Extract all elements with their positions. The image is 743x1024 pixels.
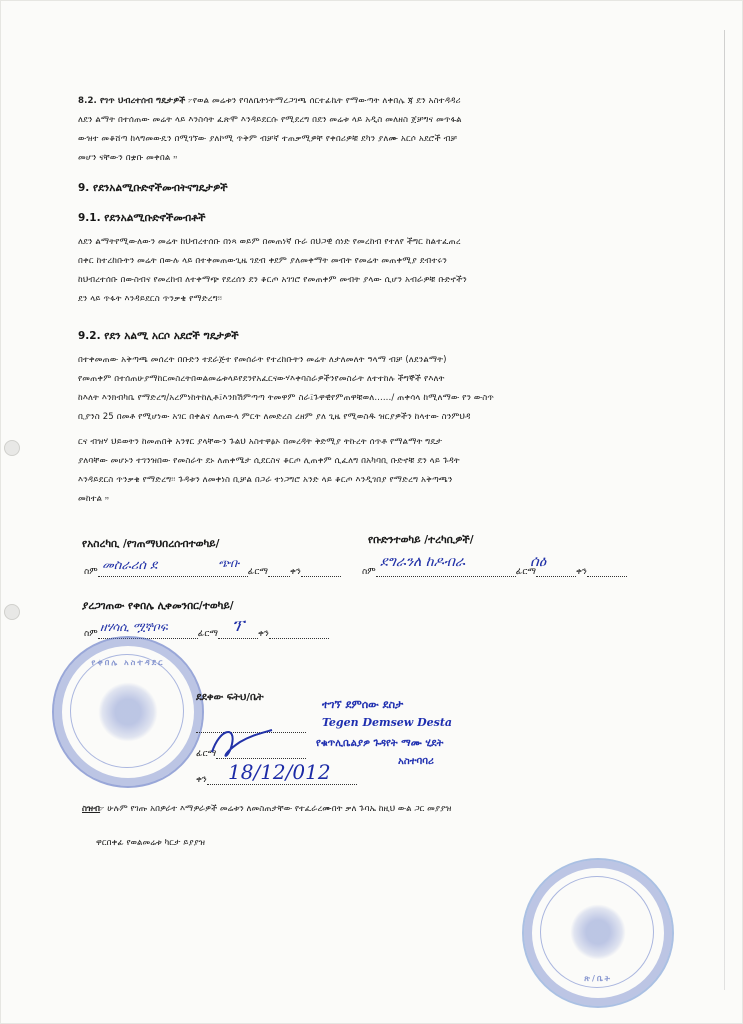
section-9-1-line-4: ደን ላይ ጥፋት እንዳይደርስ ጥንቃቄ የማድረግ፡፡ [78,294,223,304]
section-9-2-line-5: ርና ብዝሃ ህይወትን ከመጠበቅ አንፃር ያላቸውን ጉልህ አስተዋፅኦ በመረዳት ቅድሚያ ትኩረት ሰጥቶ የማልማት ግዴታ [78,437,443,447]
left-handwritten-name: መስራሪሰ ደ [102,558,158,573]
section-9-2-line-3: ከእለት እንክብካቤ የማድረግ/አረምነከትከሊቶ፤እንክሽምጣጣ ትመዋም ስራ፤ጉዋዊየምጠዋቹወለ....../ ጠቀሳላ ከሚለማው የን ውስጥ [78,393,495,403]
approver-handwritten-signature: ፕ [232,616,244,636]
official-stamp-right [522,858,674,1008]
section-9-1 [78,212,658,309]
section-9-2-heading: 9.2. የደን አልሚ አርሶ አደሮች ግዴታዎች [78,330,239,342]
sign-prefix: ፊርማ [196,749,217,759]
kebele-chair-label: ያረጋገጠው የቀበሌ ሊቀመንበር/ተወካይ/ [82,600,234,612]
official-handwritten-signature [206,722,280,762]
sign-prefix: ፊርማ [197,629,219,639]
stamp-emblem [98,682,158,742]
official-stamp-left [52,636,204,788]
sign-prefix: ፊርማ [247,567,269,577]
name-prefix: ስም [84,629,98,639]
section-9-1-heading: 9.1. የደንአልሚቡድኖችመብቶች [78,212,206,224]
section-9-2-line-8: መከተል ። [78,494,110,504]
handwritten-date: 18/12/012 [228,760,331,784]
punch-hole [4,604,20,620]
stamp-emblem [570,904,626,960]
section-9-2-line-4: ቢያንስ 25 በመቶ የሚሆነው አገር በቀልና ለጠውላ ምርት ለመድረስ ረዘም ያለ ጊዜ የሚወስዱ ዝርያዎችን ከላተው ስንምህዳ [78,412,471,422]
name-prefix: ስም [84,567,98,577]
section-8-2-line-4: መሆን ናቸውን በቋቡ መቀበል ። [78,153,178,163]
section-8-2-heading: 8.2. የገጥ ህብረተሰብ ግዴታዎች [78,96,186,106]
section-9-1-line-2: በቀር ከተረከቡትን መሬት በውሉ ላይ በተቀመጠውጊዜ ገደብ ቀደም ያለመቀማት መብት የመሬት መጠቀሚያ ደብተሩን [78,256,447,266]
official-name-amharic: ተገኘ ደምሰው ደስታ [322,698,404,711]
group-representative-label: የቡድንተወካይ /ተረካቢዎች/ [368,534,474,546]
stamp-ring-text: ጽ/ቤት [584,974,612,983]
section-8-2 [78,92,658,168]
date-prefix: ቀን [576,567,587,577]
left-handwritten-signature: ጭቡ [218,556,240,570]
date-prefix: ቀን [258,629,269,639]
section-9-2-line-1: በተቀመጠው አቅጣጫ መሰረት በቡድን ተደራጅተ የመሰራት የተረከቡትን መሬት ለታለመለት ዓላማ ብቻ (ለደንልማት) [78,355,447,365]
official-name-latin: Tegen Demsew Desta [322,716,453,729]
section-9-heading: 9. የደንአልሚቡድኖችመብትናግዴታዎች [78,182,228,194]
section-8-2-line-1: ፦የወል መሬቱን የባለቤትነትማረጋገጫ ሰርተፊኬት የማውጣት ለቀበሌ ጃ ደን አስተዳዳሪ [188,96,461,106]
date-prefix: ቀን [290,567,301,577]
section-9 [78,182,658,195]
page-edge-shadow [724,30,725,990]
court-office-label: ደደቀው ፍትህ/ቤት [196,692,264,703]
section-9-2-line-2: የመጠቀም በተሰጠሁያማከርመስረትበወልመሬቱላይየደንየአፈርናውሃእቀባስራዎችንየመስራት ለተተከሉ ችግኞች የእለት [78,374,445,384]
note-text: ፦ ሁሉም የገጡ አበዎራተ እማዎራዎች መሬቱን ለመስጠታቸው የተፈራረሙበት ቃለ ጉባኤ ከዚህ ውል ጋር መያያዝ [100,804,452,814]
handover-representative-label: የአስረካቢ /የገጠማህበረሰብተወካይ/ [82,538,220,550]
section-9-2 [78,330,658,509]
section-9-1-line-1: ለደን ልማትየሚውለውን መሬት ከህብረተሰቡ በነጻ ወይም በመጠነኛ ቡራ በህጋዊ ሰነድ የመረከብ የተለየ ችግር ከልተፈጠረ [78,237,461,247]
section-9-2-line-7: እንዳይደርስ ጥንቃቄ የማድረግ፡፡ ጉዳቱን ለመቀነስ ቢቻል በጋራ ተነጋግሮ አንድ ላይ ቆርጦ እንዲገበያ የማድረግ አቅጣጫን [78,475,453,485]
note-line [82,804,451,814]
stamp-ring-text: የቀበሌ አስተዳደር [91,658,165,667]
right-handwritten-signature: ሰዕ [530,552,547,570]
sign-prefix: ፊርማ [515,567,537,577]
right-handwritten-name: ደግራንለ ከዶብራ [380,554,465,570]
section-9-1-line-3: ከህብረተሰቡ በውስብና የመረከብ ለተቀማጭ የደረሰን ደን ቆርጦ አገገሮ የመጠቀም መብት ያላው ሲሆን አብራዎቹ ቡድኖችን [78,275,467,285]
official-title-line: የቁጥሊቤልያዎ ጉዳየት ማሙ ሂደት [316,738,444,749]
section-9-2-line-6: ያለባቸው መሆኑን ተገንዝበው የመስራት ደኑ ለጠቀሜታ ሲደርስና ቆርጦ ሊጠቀም ሲፈለግ በአካባቢ ቡድኖቹ ደን ላይ ጉዳት [78,456,460,466]
date-prefix: ቀን [196,775,207,785]
note-label: ስዝብ [82,804,101,814]
official-title-line2: አስተባባሪ [398,756,434,767]
section-8-2-line-3: ውዝተ መቆሸጣ ከላግመውዴን በሚገኘው ያለኮሚ ጥቅም ብቻኛ ተጠቃሚዎቸ የቀበሪዎቹ ደካን ያለሙ አርሶ አደሮች ብቻ [78,134,458,144]
section-8-2-line-2: ለደን ልማት በተሰጠው መሬት ላይ እንስሳት ፈጽሞ እንዳይደርሱ የሚደረግ በደን መሬቱ ላይ አዲስ መለዘስ ጀቻግና መጥፋል [78,115,462,125]
punch-hole [4,440,20,456]
approver-handwritten-name: ዘሃሳሲ ሟኞቦፍ [100,620,168,634]
note-map-line: ዋርበቀፊ የወልመሬቱ ካርታ ይያያዝ [96,838,206,848]
name-prefix: ስም [362,567,376,577]
